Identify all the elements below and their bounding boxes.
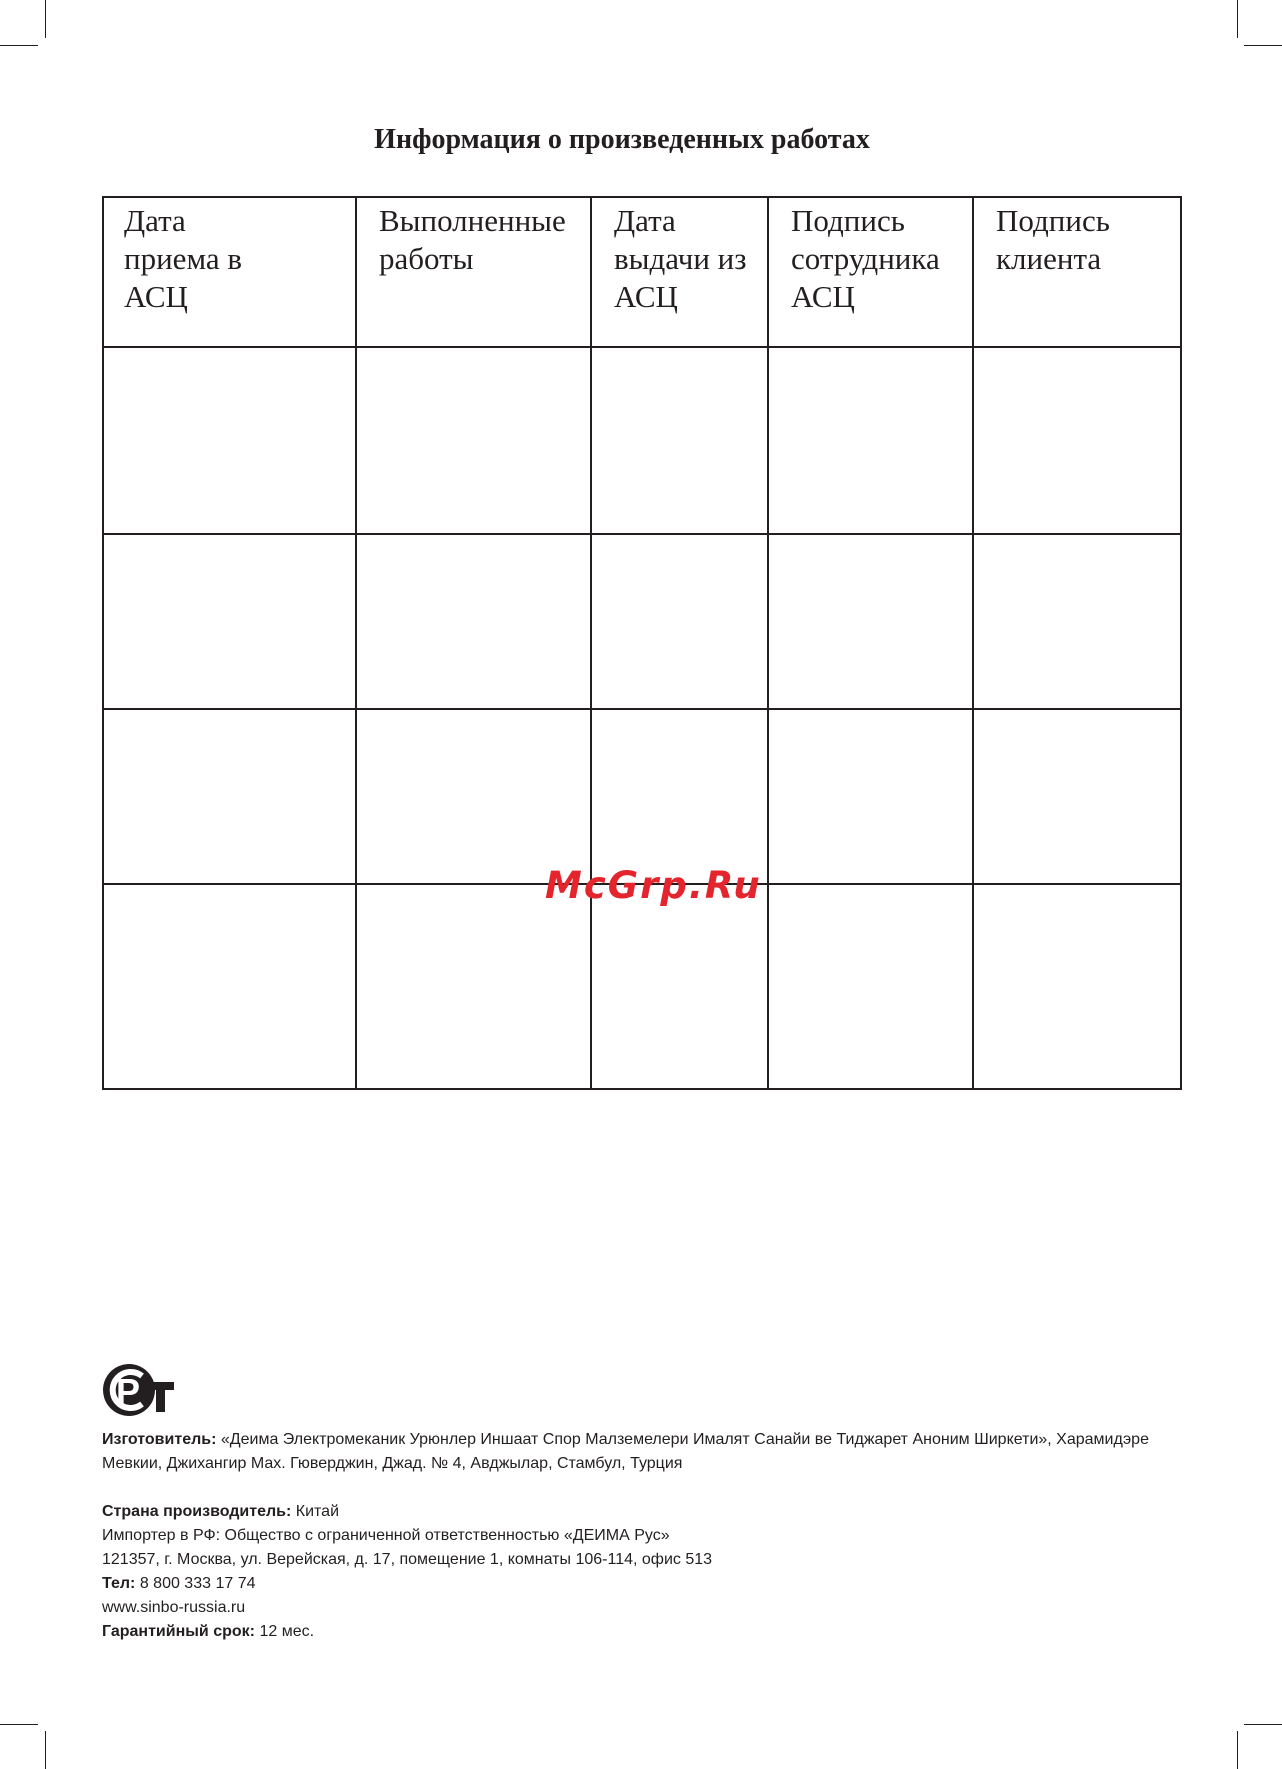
header-cell-staff-signature <box>768 197 973 347</box>
table-row <box>103 347 1181 534</box>
crop-mark <box>0 45 38 46</box>
table-cell[interactable] <box>356 347 591 534</box>
table-cell[interactable] <box>356 709 591 884</box>
header-label: Выполненные работы <box>379 203 566 276</box>
header-cell-works-done <box>356 197 591 347</box>
header-cell-client-signature <box>973 197 1181 347</box>
manufacturer-line <box>102 1428 1182 1476</box>
table-cell[interactable] <box>356 884 591 1089</box>
table-cell[interactable] <box>973 709 1181 884</box>
table-row <box>103 709 1181 884</box>
table-cell[interactable] <box>973 534 1181 709</box>
crop-mark <box>1244 45 1282 46</box>
crop-mark <box>1237 0 1238 38</box>
header-label: Дата приема в АСЦ <box>124 203 242 314</box>
table-header-row <box>103 197 1181 347</box>
table-cell[interactable] <box>768 709 973 884</box>
table-cell[interactable] <box>768 534 973 709</box>
works-table <box>102 196 1182 1090</box>
crop-mark <box>0 1724 38 1725</box>
country-value: Китай <box>291 1503 339 1520</box>
table-cell[interactable] <box>591 709 768 884</box>
manufacturer-label: Изготовитель: <box>102 1431 217 1448</box>
table-cell[interactable] <box>768 884 973 1089</box>
header-label: Дата выдачи из АСЦ <box>614 203 747 314</box>
table-cell[interactable] <box>768 347 973 534</box>
table-row <box>103 884 1181 1089</box>
importer-line: Импортер в РФ: Общество с ограниченной ответственностью «ДЕИМА Рус» <box>102 1527 670 1544</box>
table-cell[interactable] <box>591 884 768 1089</box>
table-cell[interactable] <box>103 347 356 534</box>
table-cell[interactable] <box>103 709 356 884</box>
table-cell[interactable] <box>591 534 768 709</box>
manufacturer-text: «Деима Электромеканик Урюнлер Иншаат Спор Малземелери Ималят Санайи ве Тиджарет Аноним Ширкети», Харамидэре Мевкии, Джихангир Мах. Гюверджин, Джад. № 4, Авджылар, Стамбул, Турция <box>102 1431 1149 1472</box>
table-cell[interactable] <box>973 884 1181 1089</box>
table-cell[interactable] <box>103 884 356 1089</box>
crop-mark <box>1237 1731 1238 1769</box>
header-cell-issue-date <box>591 197 768 347</box>
table-cell[interactable] <box>591 347 768 534</box>
header-label: Подпись сотрудника АСЦ <box>791 203 940 314</box>
table-cell[interactable] <box>973 347 1181 534</box>
crop-mark <box>45 1731 46 1769</box>
country-label: Страна производитель: <box>102 1503 292 1520</box>
table-cell[interactable] <box>356 534 591 709</box>
phone-label: Тел: <box>102 1575 136 1592</box>
table-cell[interactable] <box>103 534 356 709</box>
header-cell-receipt-date <box>103 197 356 347</box>
watermark: McGrp.Ru <box>545 864 762 907</box>
country-line <box>102 1500 1182 1524</box>
header-label: Подпись клиента <box>996 203 1110 276</box>
crop-mark <box>1244 1724 1282 1725</box>
pct-certification-logo-icon <box>102 1362 176 1418</box>
address-line: 121357, г. Москва, ул. Верейская, д. 17, помещение 1, комнаты 106-114, офис 513 <box>102 1551 713 1568</box>
page-title: Информация о произведенных работах <box>374 124 870 155</box>
crop-mark <box>45 0 46 38</box>
table-row <box>103 534 1181 709</box>
phone-value: 8 800 333 17 74 <box>135 1575 256 1592</box>
warranty-line <box>102 1620 1182 1644</box>
svg-text:Р: Р <box>115 1371 141 1412</box>
manufacturer-info <box>102 1362 1182 1644</box>
phone-line <box>102 1572 1182 1596</box>
warranty-value: 12 мес. <box>255 1623 315 1640</box>
warranty-label: Гарантийный срок: <box>102 1623 255 1640</box>
website-link[interactable]: www.sinbo-russia.ru <box>102 1599 246 1616</box>
